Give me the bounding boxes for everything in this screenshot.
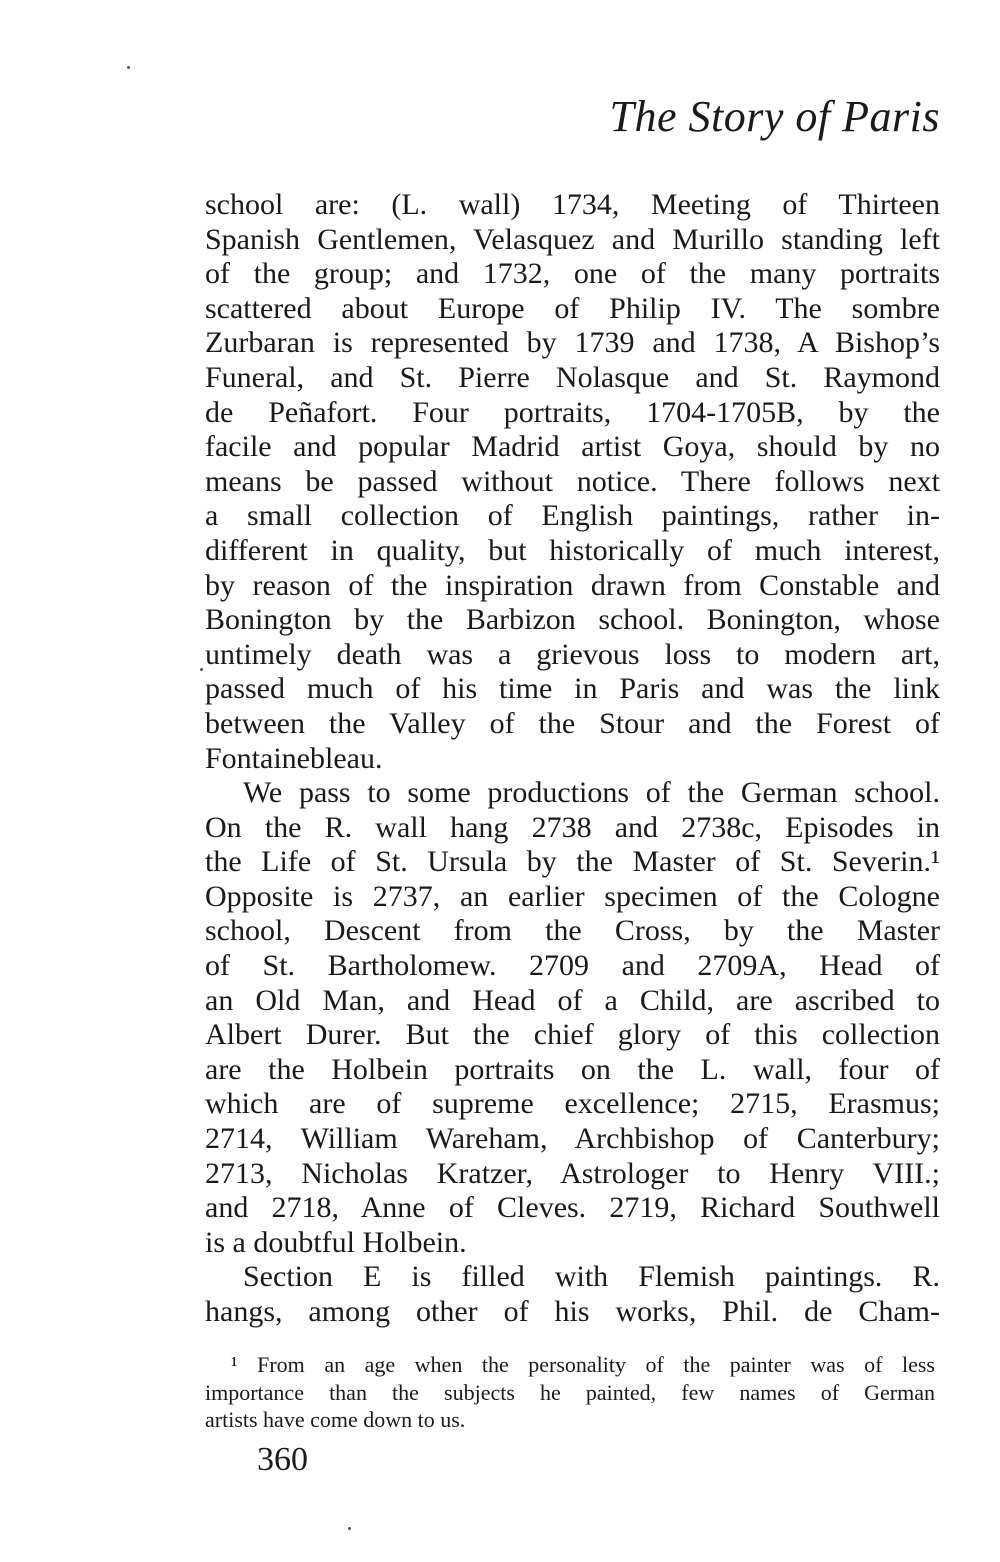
text-line: Zurbaran is represented by 1739 and 1738, A Bishop’s bbox=[205, 326, 940, 360]
text-line: Opposite is 2737, an earlier specimen of the Cologne bbox=[205, 879, 940, 913]
text-line: Fontainebleau. bbox=[205, 741, 383, 775]
text-line: school, Descent from the Cross, by the Master bbox=[205, 914, 940, 948]
footnote-line: ¹ From an age when the personality of the painter was of less bbox=[231, 1352, 935, 1377]
text-line: the Life of St. Ursula by the Master of St. Severin.¹ bbox=[205, 845, 940, 879]
text-line: school are: (L. wall) 1734, Meeting of Thirteen bbox=[205, 188, 940, 221]
margin-speck bbox=[200, 668, 203, 671]
text-line: scattered about Europe of Philip IV. The sombre bbox=[205, 291, 940, 325]
text-line: 2714, William Wareham, Archbishop of Canterbury; bbox=[205, 1122, 940, 1156]
text-line: facile and popular Madrid artist Goya, should by no bbox=[205, 430, 940, 464]
running-head: The Story of Paris bbox=[609, 92, 940, 141]
text-line: are the Holbein portraits on the L. wall, four of bbox=[205, 1052, 940, 1086]
text-line: an Old Man, and Head of a Child, are ascribed to bbox=[205, 983, 940, 1017]
footnotes bbox=[205, 1351, 935, 1434]
text-line: 2713, Nicholas Kratzer, Astrologer to Henry VIII.; bbox=[205, 1156, 940, 1190]
text-line: Bonington by the Barbizon school. Bonington, whose bbox=[205, 603, 940, 637]
text-line: of the group; and 1732, one of the many portraits bbox=[205, 257, 940, 291]
text-line: Albert Durer. But the chief glory of this collection bbox=[205, 1018, 940, 1052]
text-line: Spanish Gentlemen, Velasquez and Murillo standing left bbox=[205, 222, 940, 256]
margin-speck bbox=[348, 1527, 351, 1530]
text-line: hangs, among other of his works, Phil. de Cham- bbox=[205, 1295, 940, 1328]
text-line: between the Valley of the Stour and the Forest of bbox=[205, 706, 940, 740]
text-line: de Peñafort. Four portraits, 1704-1705B, by the bbox=[205, 395, 940, 429]
text-line: untimely death was a grievous loss to modern art, bbox=[205, 637, 940, 671]
text-line: Funeral, and St. Pierre Nolasque and St. Raymond bbox=[205, 360, 940, 394]
footnote-line: importance than the subjects he painted, few names of German bbox=[205, 1379, 935, 1405]
text-line: which are of supreme excellence; 2715, Erasmus; bbox=[205, 1087, 940, 1121]
text-line: by reason of the inspiration drawn from Constable and bbox=[205, 568, 940, 602]
text-line: On the R. wall hang 2738 and 2738c, Episodes in bbox=[205, 810, 940, 844]
text-line: a small collection of English paintings, rather in- bbox=[205, 499, 940, 533]
text-line: and 2718, Anne of Cleves. 2719, Richard Southwell bbox=[205, 1191, 940, 1225]
text-line: passed much of his time in Paris and was the link bbox=[205, 672, 940, 706]
footnote-line: artists have come down to us. bbox=[205, 1407, 466, 1432]
text-line: of St. Bartholomew. 2709 and 2709A, Head of bbox=[205, 949, 940, 983]
text-line: We pass to some productions of the German school. bbox=[243, 776, 940, 810]
text-line: is a doubtful Holbein. bbox=[205, 1225, 467, 1259]
text-line: Section E is filled with Flemish paintings. R. bbox=[243, 1260, 940, 1294]
margin-speck bbox=[127, 66, 130, 69]
page-number: 360 bbox=[257, 1441, 308, 1478]
text-line: means be passed without notice. There follows next bbox=[205, 464, 940, 498]
body-text bbox=[205, 188, 940, 1330]
text-line: different in quality, but historically of much interest, bbox=[205, 533, 940, 567]
